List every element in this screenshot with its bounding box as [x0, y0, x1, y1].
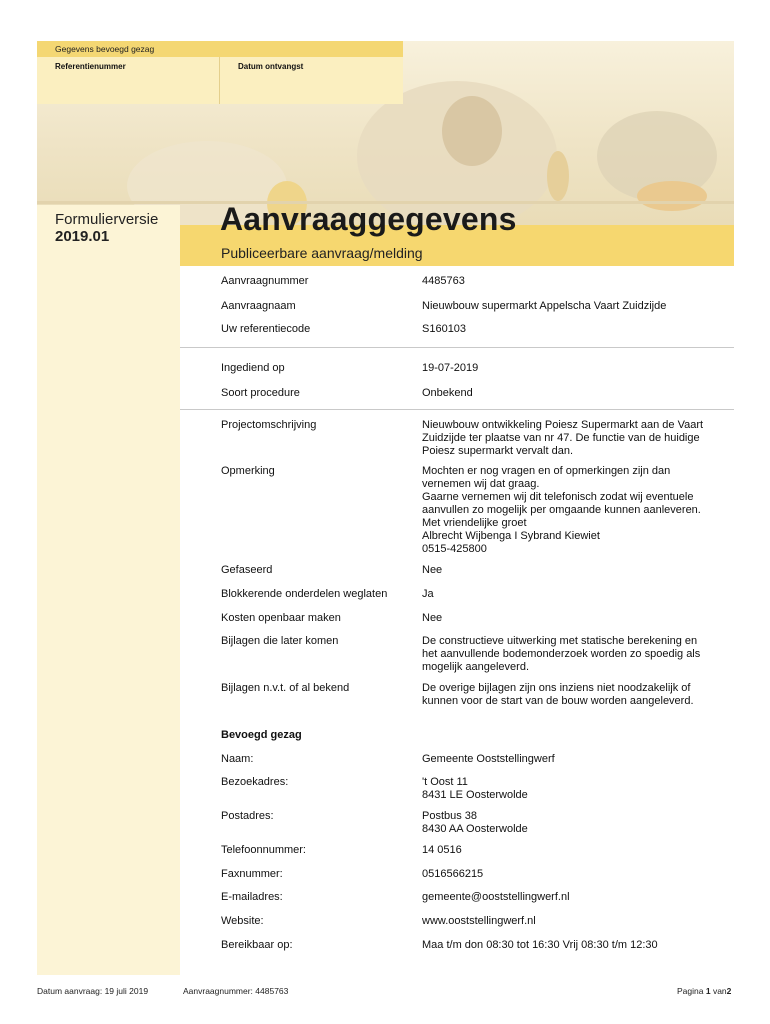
reference-number-label: Referentienummer — [55, 62, 126, 71]
page-prefix: Pagina — [677, 986, 704, 996]
section-divider — [180, 347, 734, 348]
authority-label: Bereikbaar op: — [221, 939, 293, 951]
authority-label: Naam: — [221, 753, 254, 765]
authority-label: E-mailadres: — [221, 891, 283, 903]
authority-value: 0516566215 — [422, 868, 484, 880]
row-label: Blokkerende onderdelen weglaten — [221, 588, 388, 600]
authority-value: Postbus 38 8430 AA Oosterwolde — [422, 810, 528, 835]
row-value: Nieuwbouw supermarkt Appelscha Vaart Zuidzijde — [422, 300, 667, 312]
row-label: Gefaseerd — [221, 564, 273, 576]
page-subtitle: Publiceerbare aanvraag/melding — [221, 245, 423, 261]
row-value: S160103 — [422, 323, 467, 335]
authority-label: Postadres: — [221, 810, 274, 822]
page-current: 1 — [705, 986, 711, 996]
row-label: Projectomschrijving — [221, 419, 317, 431]
footer-page-number — [677, 986, 731, 996]
row-value: De constructieve uitwerking met statische berekening en het aanvullende bodemonderzoek worden zo spoedig als mogelijk aangeleverd. — [422, 635, 701, 673]
row-value: Onbekend — [422, 387, 473, 399]
row-label: Opmerking — [221, 465, 275, 477]
row-label: Soort procedure — [221, 387, 300, 399]
form-version-label: Formulierversie — [55, 211, 159, 228]
authority-label: Faxnummer: — [221, 868, 283, 880]
row-label: Uw referentiecode — [221, 323, 311, 335]
row-value: 4485763 — [422, 275, 465, 287]
row-label: Aanvraagnaam — [221, 300, 296, 312]
row-value: Mochten er nog vragen en of opmerkingen zijn dan vernemen wij dat graag. Gaarne vernemen wij dit telefonisch zodat wij eventuele aanvullen zo mogelijk per omgaande kunnen aanleveren. Met vriendelijke groet Albrecht Wijbenga I Sybrand Kiewiet 0515-425800 — [422, 465, 701, 555]
row-value: Nee — [422, 564, 443, 576]
authority-box-divider — [219, 57, 220, 104]
authority-value: Gemeente Ooststellingwerf — [422, 753, 555, 765]
section-divider — [180, 409, 734, 410]
authority-label: Telefoonnummer: — [221, 844, 306, 856]
footer-request-number: Aanvraagnummer: 4485763 — [183, 986, 289, 996]
row-label: Bijlagen die later komen — [221, 635, 339, 647]
row-value: Nieuwbouw ontwikkeling Poiesz Supermarkt aan de Vaart Zuidzijde ter plaatse van nr 47. De functie van de huidige Poiesz supermarkt vervalt dan. — [422, 419, 704, 457]
website-link[interactable]: www.ooststellingwerf.nl — [422, 915, 536, 927]
date-received-label: Datum ontvangst — [238, 62, 304, 71]
row-value: Ja — [422, 588, 434, 600]
row-label: Ingediend op — [221, 362, 285, 374]
row-label: Aanvraagnummer — [221, 275, 309, 287]
authority-value: 14 0516 — [422, 844, 462, 856]
row-value: De overige bijlagen zijn ons inziens niet noodzakelijk of kunnen voor de start van de bouw worden aangeleverd. — [422, 682, 694, 707]
email-link[interactable]: gemeente@ooststellingwerf.nl — [422, 891, 570, 903]
page-total: 2 — [726, 986, 732, 996]
authority-value: Maa t/m don 08:30 tot 16:30 Vrij 08:30 t/m 12:30 — [422, 939, 658, 951]
authority-label: Website: — [221, 915, 264, 927]
page-mid: van — [712, 986, 727, 996]
authority-value: 't Oost 11 8431 LE Oosterwolde — [422, 776, 528, 801]
sidebar — [37, 205, 180, 975]
row-value: Nee — [422, 612, 443, 624]
row-label: Kosten openbaar maken — [221, 612, 341, 624]
authority-box-title: Gegevens bevoegd gezag — [55, 44, 155, 54]
authority-label: Bezoekadres: — [221, 776, 289, 788]
row-label: Bijlagen n.v.t. of al bekend — [221, 682, 350, 694]
competent-authority-heading: Bevoegd gezag — [221, 729, 302, 741]
page-title: Aanvraaggegevens — [220, 201, 517, 237]
row-value: 19-07-2019 — [422, 362, 479, 374]
form-version-value: 2019.01 — [55, 228, 110, 245]
footer-date: Datum aanvraag: 19 juli 2019 — [37, 986, 149, 996]
